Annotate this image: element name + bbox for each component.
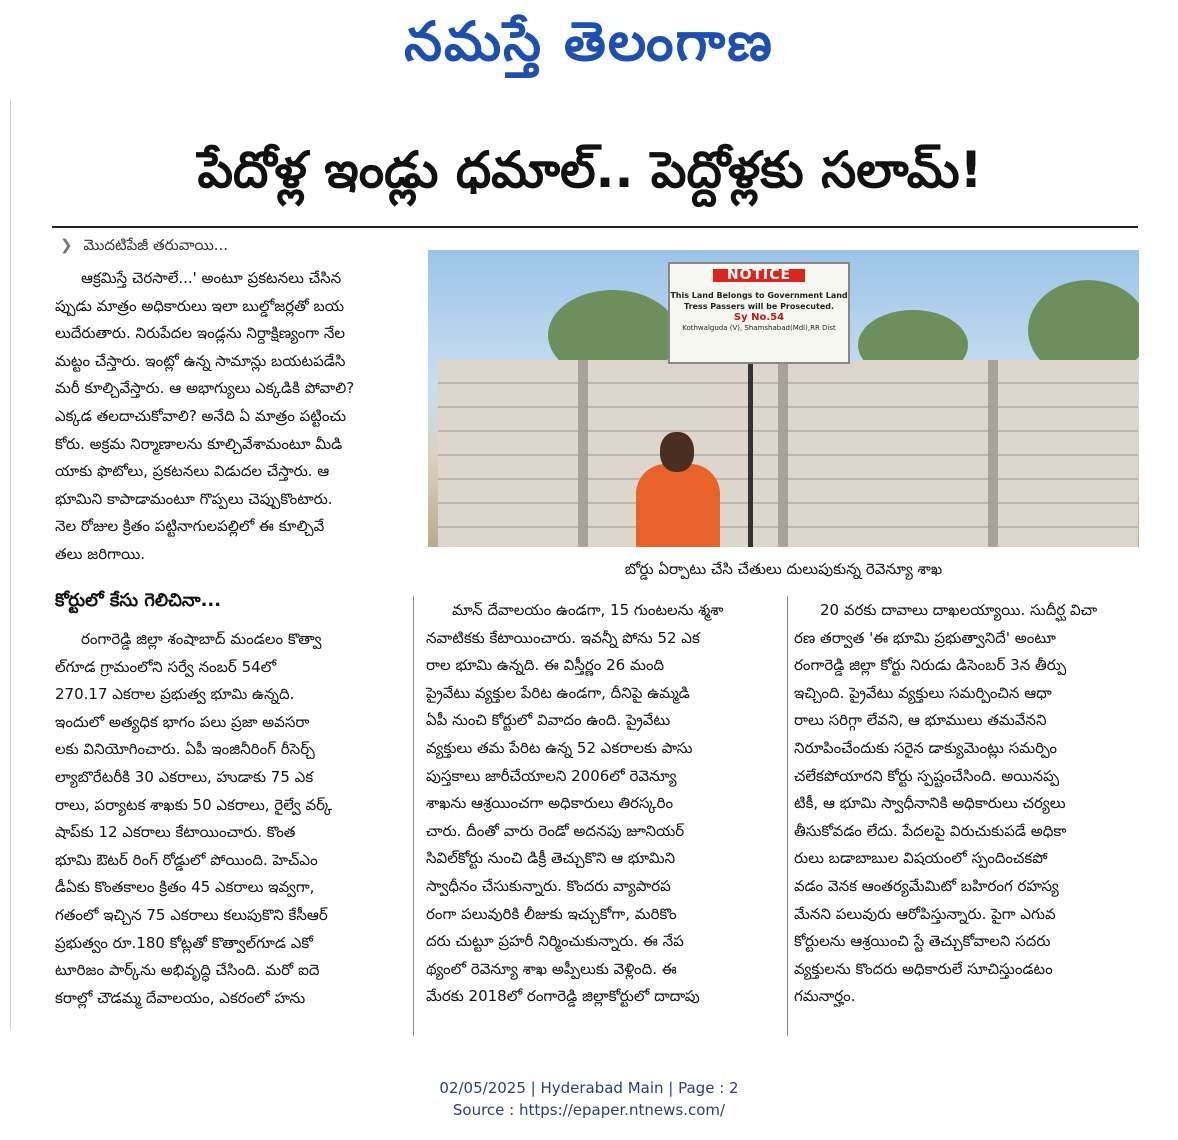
text-line: రాలు సరిగ్గా లేవని, ఆ భూములు తమవేనని bbox=[794, 711, 1047, 730]
footer-line1: 02/05/2025 | Hyderabad Main | Page : 2 bbox=[439, 1079, 739, 1097]
footer-line2: Source : https://epaper.ntnews.com/ bbox=[452, 1101, 726, 1119]
wall-post bbox=[578, 360, 588, 547]
text-line: ల్యాబొరేటరీకి 30 ఎకరాలు, హుడాకు 75 ఎక bbox=[55, 767, 314, 786]
notice-board bbox=[668, 262, 850, 364]
text-line: లకు వినియోగించారు. ఏపీ ఇంజినీరింగ్ రీసెర్చ్ bbox=[55, 740, 315, 759]
text-line: రంగా పలువురికి లీజుకు ఇచ్చుకోగా, మరికొం bbox=[426, 904, 677, 923]
column-1b bbox=[55, 626, 400, 1012]
notice-pole bbox=[748, 360, 753, 547]
text-line: రంగారెడ్డి జిల్లా శంషాబాద్ మండలం కొత్వా bbox=[81, 630, 322, 648]
headline: పేదోళ్ల ఇండ్లు ధమాల్.. పెద్దోళ్లకు సలామ్! bbox=[197, 141, 983, 199]
text-line: కోరు. అక్రమ నిర్మాణాలను కూల్చివేశామంటూ మీడి bbox=[55, 434, 343, 453]
text-line: రాల భూమి ఉన్నది. ఈ విస్తీర్ణం 26 మంది bbox=[426, 656, 665, 675]
text-line: గమనార్హం. bbox=[794, 987, 856, 1006]
text-line: మేనని పలువురు ఆరోపిస్తున్నారు. పైగా ఎగువ bbox=[794, 904, 1056, 923]
text-line: పుస్తకాలు జారీచేయాలని 2006లో రెవెన్యూ bbox=[426, 766, 677, 785]
masthead: నమస్తే తెలంగాణ bbox=[404, 9, 774, 73]
text-line: డీఏకు కొంతకాలం క్రితం 45 ఎకరాలు ఇవ్వగా, bbox=[55, 878, 315, 897]
column-rule-2 bbox=[787, 596, 788, 1036]
notice-line2: Tress Passers will be Prosecuted. bbox=[683, 302, 835, 311]
text-line: ప్పుడు మాత్రం అధికారులు ఇలా బుల్డోజర్లతో బయ bbox=[55, 296, 345, 315]
text-line: మాన్ దేవాలయం ఉండగా, 15 గుంటలను శ్మశా bbox=[452, 601, 724, 619]
text-line: షాప్‌కు 12 ఎకరాలు కేటాయించారు. కొంత bbox=[55, 823, 296, 842]
text-line: నిరూపించేందుకు సరైన డాక్యుమెంట్లు సమర్పిం bbox=[794, 738, 1058, 757]
person-head bbox=[660, 432, 694, 472]
kicker-text: మొదటిపేజీ తరువాయి... bbox=[83, 236, 229, 254]
text-line: నెల రోజుల క్రితం పట్టినాగులపల్లిలో ఈ కూల్చివే bbox=[55, 517, 325, 536]
notice-line1: This Land Belongs to Government Land bbox=[670, 291, 848, 300]
text-line: వడం వెనక ఆంతర్యమేమిటో బహిరంగ రహస్య bbox=[794, 876, 1059, 895]
text-line: ఎక్కడ తలదాచుకోవాలి? అనేది ఏ మాత్రం పట్టించు bbox=[55, 406, 347, 425]
column-3 bbox=[794, 597, 1139, 1011]
text-line: కరాల్లో చౌడమ్మ దేవాలయం, ఎకరంలో హను bbox=[55, 988, 306, 1007]
text-line: 20 వరకు దావాలు దాఖలయ్యాయి. సుదీర్ఘ విచా bbox=[820, 601, 1098, 619]
kicker bbox=[60, 236, 228, 258]
text-line: చలేకపోయారని కోర్టు స్పష్టంచేసింది. అయినప్ప bbox=[794, 766, 1060, 785]
text-line: తలు జరిగాయి. bbox=[55, 544, 145, 563]
photo-caption: బోర్డు ఏర్పాటు చేసి చేతులు దులుపుకున్న రెవెన్యూ శాఖ bbox=[624, 560, 943, 578]
headline-rule bbox=[52, 226, 1138, 228]
text-line: ప్రభుత్వం రూ.180 కోట్లతో కొత్వాల్‌గూడ ఎకో bbox=[55, 933, 314, 952]
text-line: మరీ కూల్చివేస్తారు. ఆ అభాగ్యులు ఎక్కడికి పోవాలి? bbox=[55, 379, 355, 398]
text-line: నవాటికకు కేటాయించారు. ఇవన్నీ పోను 52 ఎక bbox=[426, 628, 700, 647]
text-line: రులు బడాబాబుల విషయంలో స్పందించకపో bbox=[794, 849, 1048, 868]
chevron-right-icon: ❯ bbox=[60, 236, 73, 254]
concrete-wall bbox=[438, 360, 1138, 547]
text-line: రంగారెడ్డి జిల్లా కోర్టు నిరుడు డిసెంబర్ 3న తీర్పు bbox=[794, 656, 1067, 675]
wall-post bbox=[778, 360, 788, 547]
text-line: ఆక్రమిస్తే చెరసాలే...' అంటూ ప్రకటనలు చేసిన bbox=[81, 269, 342, 287]
news-photo bbox=[428, 250, 1139, 547]
text-line: యాకు ఫొటోలు, ప్రకటనలు విడుదల చేస్తారు. ఆ bbox=[55, 462, 330, 481]
column-1 bbox=[55, 265, 400, 569]
text-line: చారు. దీంతో వారు రెండో అదనపు జూనియర్ bbox=[426, 821, 685, 840]
text-line: రాలు, పర్యాటక శాఖకు 50 ఎకరాలు, రైల్వే వర్క్ bbox=[55, 795, 333, 814]
text-line: ఇందులో అత్యధిక భాగం పలు ప్రజా అవసరా bbox=[55, 712, 310, 731]
text-line: గతంలో ఇచ్చిన 75 ఎకరాలు కలుపుకొని కేసీఆర్ bbox=[55, 905, 328, 924]
text-line: దరు చుట్టూ ప్రహరీ నిర్మించుకున్నారు. ఈ నేప bbox=[426, 932, 684, 951]
text-line: మేరకు 2018లో రంగారెడ్డి జిల్లాకోర్టులో దాదాపు bbox=[426, 987, 700, 1006]
text-line: ఇచ్చింది. ప్రైవేటు వ్యక్తులు సమర్పించిన ఆధా bbox=[794, 683, 1052, 702]
notice-line3: Kothwalguda (V), Shamshabad(Mdl),RR Dist bbox=[682, 324, 836, 332]
text-line: థ్యంలో రెవెన్యూ శాఖ అప్పీలుకు వెళ్లింది. ఈ bbox=[426, 959, 677, 978]
column-rule-1 bbox=[413, 596, 414, 1036]
text-line: ల్‌గూడ గ్రామంలోని సర్వే నంబర్ 54లో bbox=[55, 657, 277, 676]
notice-title: NOTICE bbox=[713, 269, 805, 282]
person-body bbox=[636, 464, 720, 547]
text-line: వ్యక్తులు తమ పేరిట ఉన్న 52 ఎకరాలకు పాసు bbox=[426, 738, 693, 757]
subhead: కోర్టులో కేసు గెలిచినా... bbox=[55, 590, 222, 611]
text-line: స్వాధీనం చేసుకున్నారు. కొందరు వ్యాపారప bbox=[426, 876, 671, 895]
text-line: 270.17 ఎకరాల ప్రభుత్వ భూమి ఉన్నది. bbox=[55, 685, 295, 704]
wall-post bbox=[988, 360, 998, 547]
text-line: శాఖను ఆశ్రయించగా అధికారులు తిరస్కరిం bbox=[426, 794, 674, 813]
text-line: ప్రైవేటు వ్యక్తుల పేరిట ఉండగా, దీనిపై ఉమ్మడి bbox=[426, 683, 690, 702]
text-line: మట్టం చేస్తారు. ఇంట్లో ఉన్న సామాన్లు బయటపడేసి bbox=[55, 351, 346, 370]
text-line: కోర్టులను ఆశ్రయించి స్టే తెచ్చుకోవాలని సదరు bbox=[794, 932, 1051, 951]
text-line: ఏపీ నుంచి కోర్టులో వివాదం ఉంది. ప్రైవేటు bbox=[426, 711, 671, 730]
text-line: భూమిని కాపాడామంటూ గొప్పలు చెప్పుకొంటారు. bbox=[55, 489, 333, 508]
text-line: తీసుకోవడం లేదు. పేదలపై విరుచుకుపడే అధికా bbox=[794, 821, 1067, 840]
text-line: వ్యక్తులను కొందరు అధికారులే సూచిస్తుండటం bbox=[794, 959, 1053, 978]
notice-sy: Sy No.54 bbox=[733, 312, 785, 323]
column-2 bbox=[426, 597, 776, 1011]
text-line: సివిల్‌కోర్టు నుంచి డిక్రీ తెచ్చుకొని ఆ భూమిని bbox=[426, 849, 676, 868]
text-line: టూరిజం పార్క్‌ను అభివృద్ధి చేసింది. మరో ఐదె bbox=[55, 961, 320, 980]
text-line: టికీ, ఆ భూమి స్వాధీనానికి అధికారులు చర్యలు bbox=[794, 794, 1066, 813]
text-line: లుదేరుతారు. నిరుపేదల ఇండ్లను నిర్దాక్షిణ్యంగా నేల bbox=[55, 324, 346, 343]
text-line: భూమి ఔటర్ రింగ్ రోడ్డులో పోయింది. హెచ్‌ఎం bbox=[55, 850, 318, 869]
text-line: రణ తర్వాత 'ఈ భూమి ప్రభుత్వానిదే' అంటూ bbox=[794, 628, 1056, 647]
